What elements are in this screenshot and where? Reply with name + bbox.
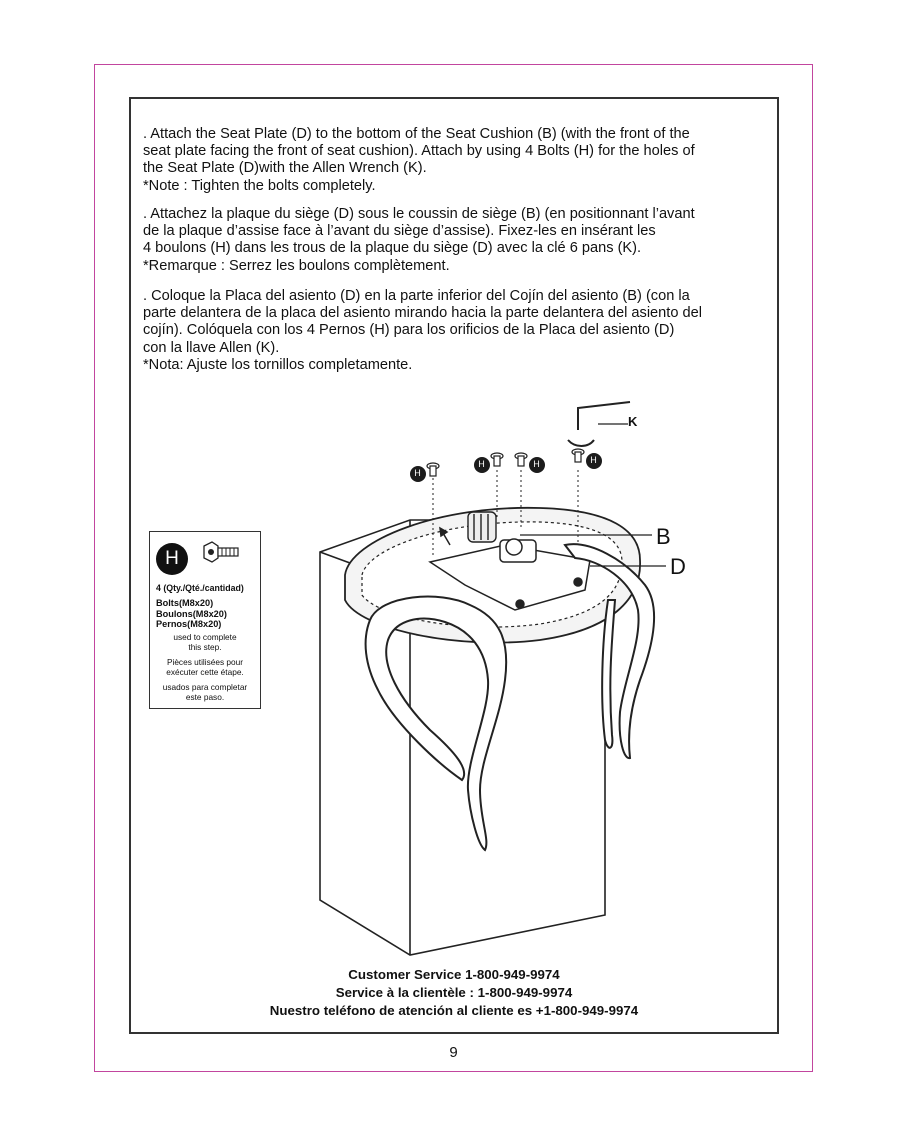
note-line: usados para completar xyxy=(162,682,248,692)
instruction-line: seat plate facing the front of seat cushion). Attach by using 4 Bolts (H) for the holes of xyxy=(143,143,695,160)
hardware-note-es xyxy=(150,683,260,702)
hardware-badge: H xyxy=(156,543,188,575)
instruction-line: 4 boulons (H) dans les trous de la plaque du siège (D) avec la clé 6 pans (K). xyxy=(143,240,642,257)
hardware-quantity: 4 (Qty./Qté./cantidad) xyxy=(156,583,244,593)
bolt-badge-3: H xyxy=(533,459,540,469)
bolt-badge-4: H xyxy=(590,455,597,465)
instruction-line: . Attach the Seat Plate (D) to the bottom of the Seat Cushion (B) (with the front of the xyxy=(143,126,690,142)
adjustment-knob xyxy=(468,512,496,542)
bolt-icon xyxy=(202,540,242,566)
bolts xyxy=(427,449,584,476)
hardware-name-es: Pernos(M8x20) xyxy=(156,619,222,630)
allen-wrench xyxy=(568,402,630,446)
instruction-note: *Nota: Ajuste los tornillos completamente. xyxy=(143,356,413,373)
customer-service-es: Nuestro teléfono de atención al cliente es +1-800-949-9974 xyxy=(269,1003,639,1018)
instruction-note: *Remarque : Serrez les boulons complètement. xyxy=(143,257,450,274)
note-line: used to complete xyxy=(173,632,237,642)
callout-label-k: K xyxy=(628,414,638,429)
note-line: this step. xyxy=(188,641,222,652)
instruction-line: . Attachez la plaque du siège (D) sous le coussin de siège (B) (en positionnant l’avant xyxy=(143,206,695,222)
page-number: 9 xyxy=(449,1044,458,1061)
note-line: exécuter cette étape. xyxy=(166,666,244,677)
hardware-note-fr xyxy=(150,658,260,677)
note-line: este paso. xyxy=(185,691,225,702)
instruction-line: con la llave Allen (K). xyxy=(143,339,280,356)
hardware-name-en: Bolts(M8x20) xyxy=(156,598,214,608)
note-line: Pièces utilisées pour xyxy=(166,657,244,667)
bolt-badge-1: H xyxy=(414,468,421,478)
hardware-info-box xyxy=(149,531,261,709)
hardware-name-fr: Boulons(M8x20) xyxy=(156,608,227,619)
hardware-note-en xyxy=(150,633,260,652)
instruction-line: cojín). Colóquela con los 4 Pernos (H) para los orificios de la Placa del asiento (D) xyxy=(143,322,675,339)
customer-service-fr: Service à la clientèle : 1-800-949-9974 xyxy=(335,985,573,1000)
callout-label-b: B xyxy=(656,524,671,549)
callout-label-d: D xyxy=(670,554,686,579)
instruction-line: the Seat Plate (D)with the Allen Wrench (K). xyxy=(143,160,427,177)
bolt-badge-2: H xyxy=(478,459,485,469)
customer-service-en: Customer Service 1-800-949-9974 xyxy=(348,967,560,982)
instruction-note: *Note : Tighten the bolts completely. xyxy=(143,177,376,194)
instruction-line: de la plaque d’assise face à l’avant du siège d’assise). Fixez-les en insérant les xyxy=(143,223,656,240)
hardware-names xyxy=(156,598,227,630)
instruction-line: parte delantera de la placa del asiento mirando hacia la parte delantera del asiento del xyxy=(143,305,702,322)
instruction-line: . Coloque la Placa del asiento (D) en la parte inferior del Cojín del asiento (B) (con la xyxy=(143,288,690,304)
